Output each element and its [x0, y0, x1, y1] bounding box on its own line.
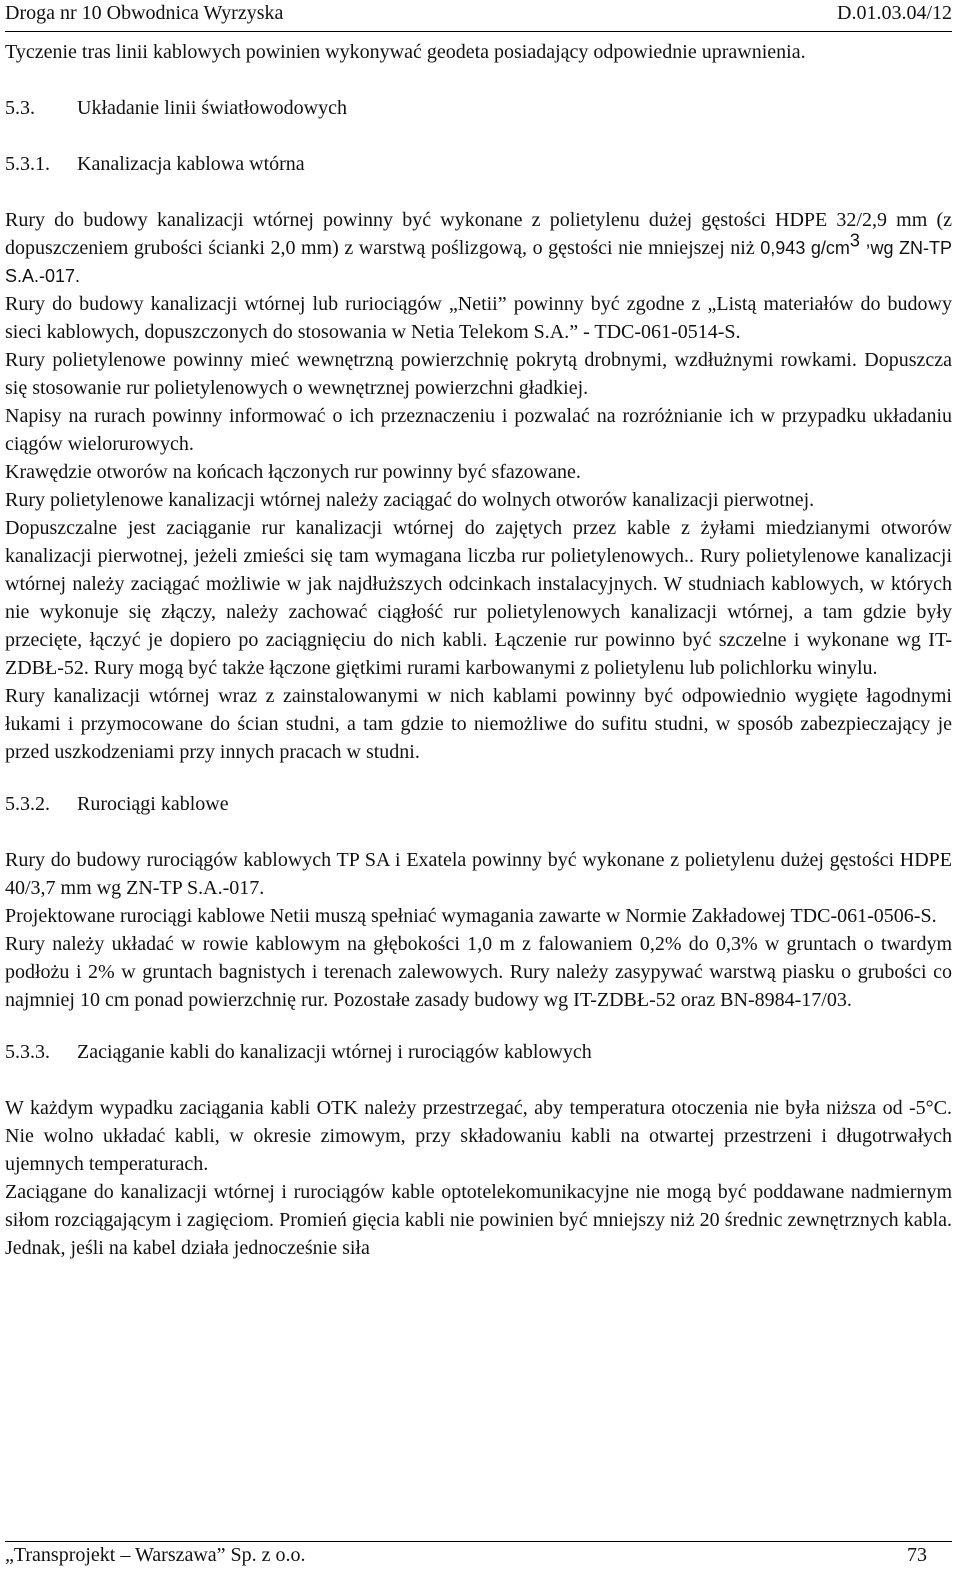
paragraph-labels: Napisy na rurach powinny informować o ich przeznaczeniu i pozwalać na rozróżnianie ich w przypadku układaniu ciągów wielorurowych. [5, 405, 952, 455]
page-number: 73 [907, 1544, 927, 1566]
section-number: 5.3.2. [5, 793, 50, 815]
document-body [5, 38, 952, 1262]
header-document-code: D.01.03.04/12 [837, 2, 952, 24]
paragraph-tension: Zaciągane do kanalizacji wtórnej i rurociągów kable optotelekomunikacyjne nie mogą być poddawane nadmiernym siłom rozciągającym i zagięciom. Promień gięcia kabli nie powinien być mniejszy niż 20 średnic zewnętrznych kabla. Jednak, jeśli na kabel działa jednocześnie siła [5, 1181, 952, 1259]
section-title: Rurociągi kablowe [77, 793, 229, 815]
intro-paragraph: Tyczenie tras linii kablowych powinien wykonywać geodeta posiadający odpowiednie uprawnienia. [5, 41, 806, 63]
section-heading-5-3-2 [5, 790, 952, 818]
paragraph-trench-depth: Rury należy układać w rowie kablowym na głębokości 1,0 m z falowaniem 0,2% do 0,3% w gruntach o twardym podłożu i 2% w gruntach bagnistych i terenach zalewowych. Rury należy zasypywać warstwą piasku o grubości co najmniej 10 cm ponad powierzchnię rur. Pozostałe zasady budowy wg IT-ZDBŁ-52 oraz BN-8984-17/03. [5, 933, 952, 1011]
section-heading-5-3 [5, 94, 952, 122]
paragraph-hdpe-pipes: Rury do budowy rurociągów kablowych TP SA i Exatela powinny być wykonane z polietylenu dużej gęstości HDPE 40/3,7 mm wg ZN-TP S.A.-017. [5, 849, 952, 899]
paragraph-copper-ducts: Dopuszczalne jest zaciąganie rur kanalizacji wtórnej do zajętych przez kable z żyłami miedzianymi otworów kanalizacji pierwotnej, jeżeli zmieści się tam wymagana liczba rur polietylenowych.. Rury polietylenowe kanalizacji wtórnej należy zaciągać możliwie w jak najdłuższych odcinkach instalacyjnych. W studniach kablowych, w których nie wykonuje się złączy, należy zachować ciągłość rur polietylenowych kanalizacji wtórnej, a tam gdzie były przecięte, łączyć je dopiero po zaciągnięciu do nich kabli. Łączenie rur powinno być szczelne i wykonane wg IT-ZDBŁ-52. Rury mogą być także łączone giętkimi rurami karbowanymi z polietylenu lub polichlorku winylu. [5, 517, 952, 679]
section-heading-5-3-3 [5, 1038, 952, 1066]
paragraph-pipe-material [5, 206, 952, 290]
section-title: Kanalizacja kablowa wtórna [77, 153, 305, 175]
paragraph-text: Rury do budowy kanalizacji wtórnej powinny być wykonane z polietylenu dużej gęstości HDPE 32/2,9 mm (z dopuszczeniem grubości ścianki 2,0 mm) z warstwą poślizgową, o gęstości nie mniejszej niż [5, 209, 952, 259]
paragraph-bending: Rury kanalizacji wtórnej wraz z zainstalowanymi w nich kablami powinny być odpowiednio wygięte łagodnymi łukami i przymocowane do ścian studni, a tam gdzie to niemożliwe do sufitu studni, w sposób zabezpieczający je przed uszkodzeniami przy innych pracach w studni. [5, 685, 952, 763]
density-value: 0,943 g/cm [760, 238, 850, 258]
paragraph-netia-list: Rury do budowy kanalizacji wtórnej lub ruriociągów „Netii” powinny być zgodne z „Listą materiałów do budowy sieci kablowych, dopuszczonych do stosowania w Netia Telekom S.A.” - TDC-061-0514-S. [5, 293, 952, 343]
density-superscript: 3 , [849, 230, 871, 251]
standard-reference: wg ZN-TP S.A.-017. [5, 238, 953, 286]
paragraph-chamfer: Krawędzie otworów na końcach łączonych rur powinny być sfazowane. [5, 461, 581, 483]
page-footer [5, 1541, 952, 1574]
paragraph-pulling: Rury polietylenowe kanalizacji wtórnej należy zaciągać do wolnych otworów kanalizacji pierwotnej. [5, 489, 815, 511]
section-title: Zaciąganie kabli do kanalizacji wtórnej i rurociągów kablowych [77, 1041, 592, 1063]
paragraph-netia-norm: Projektowane rurociągi kablowe Netii muszą spełniać wymagania zawarte w Normie Zakładowej TDC-061-0506-S. [5, 905, 937, 927]
section-heading-5-3-1 [5, 150, 952, 178]
section-number: 5.3.3. [5, 1041, 50, 1063]
paragraph-grooves: Rury polietylenowe powinny mieć wewnętrzną powierzchnię pokrytą drobnymi, wzdłużnymi rowkami. Dopuszcza się stosowanie rur polietylenowych o wewnętrznej powierzchni gładkiej. [5, 349, 952, 399]
footer-company: „Transprojekt – Warszawa” Sp. z o.o. [5, 1544, 306, 1566]
header-document-title: Droga nr 10 Obwodnica Wyrzyska [5, 2, 284, 24]
section-number: 5.3. [5, 97, 35, 119]
section-title: Układanie linii światłowodowych [77, 97, 347, 119]
paragraph-temperature: W każdym wypadku zaciągania kabli OTK należy przestrzegać, aby temperatura otoczenia nie była niższa od -5°C. Nie wolno układać kabli, w okresie zimowym, przy składowaniu kabli na otwartej przestrzeni i długotrwałych ujemnych temperaturach. [5, 1097, 952, 1175]
section-number: 5.3.1. [5, 153, 50, 175]
page-header [5, 0, 952, 32]
